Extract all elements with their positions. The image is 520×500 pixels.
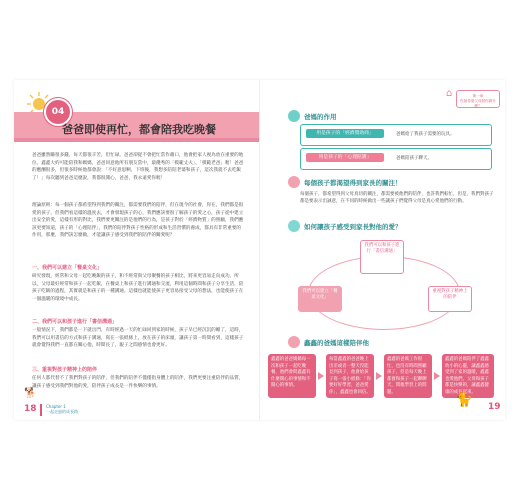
section-body-3: 任何人都代替不了我們對孩子的陪伴，但我們的陪伴不僅僅指身體上的陪伴，我們更要注重陪伴的品質，讓孩子感受到我們對他的愛，陪伴孩子成長是一件快樂的事情。 xyxy=(32,376,244,389)
footer-chapter: Chapter 1 一起走過的成長路 xyxy=(46,404,78,414)
section-bullet-icon xyxy=(288,220,300,232)
arrow-icon xyxy=(318,372,324,380)
story-box-3: 鑫鑫的爸媽工作很忙，也沒有時間照顧孩子，但是每天晚上都會和孩子一起聊聊天，問他學習上的問題。 xyxy=(384,354,432,398)
economic-desc: 爸媽給了我孩子需要的玩具。 xyxy=(396,132,455,137)
section-body-2: 一般情況下，我們都是一下就出門，有時經過一天的忙碌回到家的時候，孩子早已經沉沉的睡了，這時，我們可以用書信的方式和孩子溝通，寫在一張紙條上，放在孩子的床頭，讓孩子第一時間看到，這樣孩子就會覺得我們一直都在關心他，時間長了，親子之間感情也會更好。 xyxy=(32,328,244,348)
intro-paragraph: 爸爸雖然賺很多錢，每天都很辛苦，但忙碌，爸爸卻從不會把忙當作藉口，他會把家人視為放在重要的地位。鑫鑫大約可能陪我和媽媽，爸爸同意他所有朋友當中，最優秀的「模範丈夫」、「模範老爸」喔！爸爸的應酬很多，但很多時候他都會說：「不好意思啊，下班後，我想多陪陪老婆和孩子，這次我就不去吃飯了！」每次聽到爸爸這麼說，我都很開心，爸爸，我永遠愛你喔！ xyxy=(32,153,244,181)
section-title-roles: 爸媽的作用 xyxy=(304,113,337,121)
article-title: 爸爸即使再忙，都會陪我吃晚餐 xyxy=(62,123,216,136)
story-box-2: 每當鑫鑫的爸爸晚上出差或者一整天沒能見到孩子，他會給孩子寫一張小紙條：「你要好好學習，爸爸愛你」，鑫鑫也會回信。 xyxy=(326,354,374,398)
cat-illustration-icon: 🐈 xyxy=(455,392,473,408)
left-method-box: 我們可以建立「餐桌文化」 xyxy=(298,286,342,312)
story-box-4: 鑫鑫的爸媽陪伴了鑫鑫幼小的心靈，讓鑫鑫感受到了家的溫暖，鑫鑫也愛他們，父母和孩子都是快樂的，讓鑫鑫健康的成長起來。 xyxy=(442,354,494,398)
left-page xyxy=(14,80,259,420)
arrow-icon xyxy=(376,372,382,380)
attention-note: 每個孩子，都希望得到父母真切的關注，都需要被他們的陪伴，也許我們較忙，但是，我們對孩子都是要表示出誠意，在不同的時候做出一些讓孩子們覺得父母是真心愛他們的行動。 xyxy=(300,192,494,204)
left-footer xyxy=(24,388,144,418)
section-heading-2: 二、我們可以和孩子進行「書信溝通」 xyxy=(32,319,118,325)
story-box-1: 鑫鑫的爸爸媽媽每一次和孩子一起吃晚餐，他們會問鑫鑫有什麼開心的事情和不開心的事情。 xyxy=(268,354,316,398)
economic-label: 用是孩子的「經濟贊助商」 xyxy=(306,129,384,138)
house-icon: ⌂ xyxy=(446,88,453,99)
book-spread xyxy=(14,80,505,420)
section-title-how: 如何讓孩子感受到家長對他的愛？ xyxy=(304,223,402,231)
dog-illustration-icon: 🐕 xyxy=(24,388,37,399)
page-number-right: 19 xyxy=(488,402,501,412)
section-title-story: 鑫鑫的爸媽這樣陪伴他 xyxy=(304,339,369,347)
principle-paragraph: 理論原則：每一個孩子都希望得到我們的關注，都需要我們的陪伴，但在現今的社會，你在，我們都是很愛的孩子，但我們看這樣的溫度去，才會發現孩子的心，我們應該要很了解孩子的愛之心，孩子從中建立出安全的愛，這樣有形的對比，我們要更關注的是他們的行為，是孩子對於「經濟物質」的照顧，我們應該更要知道，孩子的「心理陪伴」，我們的陪伴對孩子性格的形成和生活習慣的養成，都具有非常重要的作用，那麼，我們該怎麼做，才能讓孩子感受到我們的陪伴的關愛呢？ xyxy=(32,203,244,238)
center-method-box: 我們可以和孩子進行「書信溝通」 xyxy=(360,240,404,274)
page-number-left: 18 xyxy=(24,404,37,414)
chapter-number-badge: 04 xyxy=(44,98,72,126)
psych-label: 用是孩子的「心理陪護」 xyxy=(306,153,384,162)
section-bullet-icon xyxy=(288,176,300,188)
right-page xyxy=(260,80,505,420)
section-bullet-icon xyxy=(288,336,300,348)
psych-desc: 爸媽陪孩子聊天。 xyxy=(396,156,432,161)
section-title-attention: 每個孩子都渴望得到家長的關注！ xyxy=(304,179,402,187)
corner-tag: 第一章 你最希望父母陪你做什麼？ xyxy=(456,90,500,108)
arrow-icon xyxy=(434,372,440,380)
section-heading-1: 一、我們可以建立「餐桌文化」 xyxy=(32,265,103,271)
section-body-1: 研究發現，經常和父母一起吃晚飯的孩子，和不經常與父母聚餐的孩子相比，將來更容易走向成功。所以，父母最好經常和孩子一起吃飯，在餐桌上和孩子進行溝通和交流，利用這個時間和孩子分享生活，陪孩子吃飯的過程，其實就是和孩子的一種溝通。這樣也就能使孩子更容易接受父母的想法，也能使孩子在一個溫暖的環境中成長。 xyxy=(32,274,244,302)
right-method-box: 重視對孩子精神上的陪伴 xyxy=(428,286,472,312)
section-bullet-icon xyxy=(288,110,300,122)
section-heading-3: 三、重視對孩子精神上的陪伴 xyxy=(32,367,98,373)
